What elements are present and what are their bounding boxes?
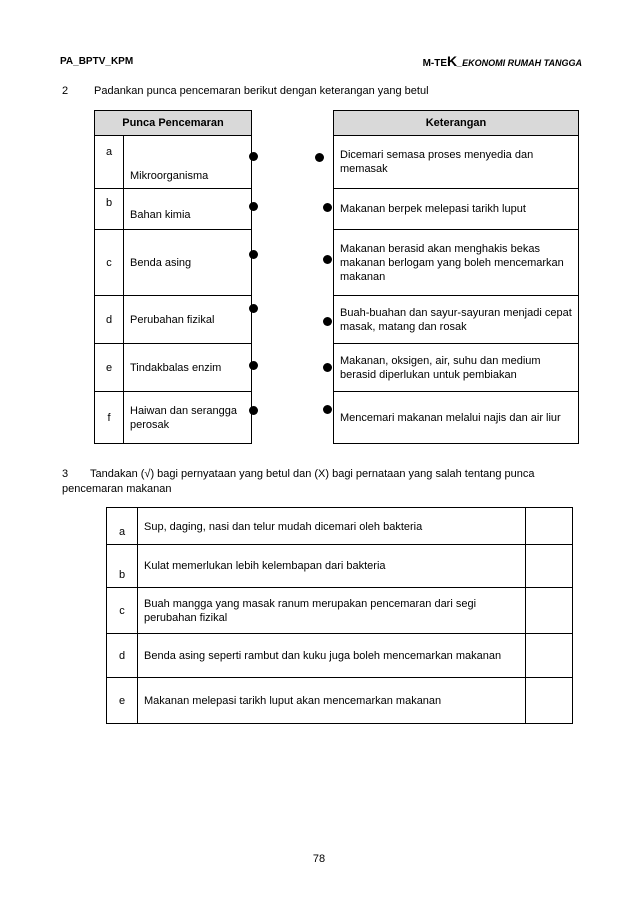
- right-match-table: [333, 110, 579, 444]
- right-row-text: Dicemari semasa proses menyedia dan memasak: [334, 136, 579, 189]
- tick-answer-box[interactable]: [526, 508, 573, 545]
- tick-row-text: Benda asing seperti rambut dan kuku juga boleh mencemarkan makanan: [138, 634, 526, 678]
- tick-row-text: Makanan melepasi tarikh luput akan mencemarkan makanan: [138, 678, 526, 724]
- match-dot-left-e[interactable]: [249, 361, 258, 370]
- right-column-header: Keterangan: [334, 111, 579, 136]
- question-2: [62, 84, 429, 99]
- tick-answer-box[interactable]: [526, 634, 573, 678]
- match-dot-right-2[interactable]: [323, 203, 332, 212]
- match-dot-right-4[interactable]: [323, 317, 332, 326]
- match-dot-left-a[interactable]: [249, 152, 258, 161]
- right-row-text: Mencemari makanan melalui najis dan air liur: [334, 392, 579, 444]
- tick-answer-box[interactable]: [526, 678, 573, 724]
- left-row-letter: b: [95, 189, 124, 230]
- header-right-big: K: [447, 53, 458, 69]
- tick-row-letter: c: [107, 588, 138, 634]
- tick-row-letter: e: [107, 678, 138, 724]
- left-row-letter: a: [95, 136, 124, 189]
- header-right-prefix: M-TE: [422, 58, 448, 69]
- match-dot-left-b[interactable]: [249, 202, 258, 211]
- match-dot-left-d[interactable]: [249, 304, 258, 313]
- left-match-table: [94, 110, 252, 444]
- right-row-text: Buah-buahan dan sayur-sayuran menjadi cepat masak, matang dan rosak: [334, 296, 579, 344]
- question-3: [62, 467, 582, 497]
- match-dot-right-1[interactable]: [315, 153, 324, 162]
- left-column-header: Punca Pencemaran: [95, 111, 252, 136]
- left-row-letter: d: [95, 296, 124, 344]
- question-3-text: Tandakan (√) bagi pernyataan yang betul dan (X) bagi pernataan yang salah tentang punca pencemaran makanan: [62, 468, 535, 495]
- left-row-letter: e: [95, 344, 124, 392]
- tick-row-text: Sup, daging, nasi dan telur mudah dicemari oleh bakteria: [138, 508, 526, 545]
- tick-row-letter: a: [107, 508, 138, 545]
- question-2-text: Padankan punca pencemaran berikut dengan keterangan yang betul: [94, 85, 429, 97]
- tick-table: [106, 507, 573, 724]
- tick-answer-box[interactable]: [526, 545, 573, 588]
- right-row-text: Makanan, oksigen, air, suhu dan medium berasid diperlukan untuk pembiakan: [334, 344, 579, 392]
- page-number: 78: [312, 853, 326, 865]
- right-row-text: Makanan berasid akan menghakis bekas makanan berlogam yang boleh mencemarkan makanan: [334, 230, 579, 296]
- match-dot-left-c[interactable]: [249, 250, 258, 259]
- question-2-number: 2: [62, 85, 69, 97]
- right-row-text: Makanan berpek melepasi tarikh luput: [334, 189, 579, 230]
- match-dot-left-f[interactable]: [249, 406, 258, 415]
- left-row-text: Tindakbalas enzim: [124, 344, 252, 392]
- header-left: PA_BPTV_KPM: [60, 56, 134, 67]
- tick-answer-box[interactable]: [526, 588, 573, 634]
- match-dot-right-3[interactable]: [323, 255, 332, 264]
- left-row-letter: f: [95, 392, 124, 444]
- tick-row-letter: b: [107, 545, 138, 588]
- tick-row-text: Kulat memerlukan lebih kelembapan dari bakteria: [138, 545, 526, 588]
- left-row-text: Benda asing: [124, 230, 252, 296]
- left-row-text: Haiwan dan serangga perosak: [124, 392, 252, 444]
- tick-row-letter: d: [107, 634, 138, 678]
- question-3-number: 3: [62, 468, 69, 480]
- left-row-text: Mikroorganisma: [124, 136, 252, 189]
- tick-row-text: Buah mangga yang masak ranum merupakan pencemaran dari segi perubahan fizikal: [138, 588, 526, 634]
- left-row-text: Perubahan fizikal: [124, 296, 252, 344]
- match-dot-right-5[interactable]: [323, 363, 332, 372]
- match-dot-right-6[interactable]: [323, 405, 332, 414]
- header-right-suffix: _EKONOMI RUMAH TANGGA: [457, 58, 582, 68]
- left-row-text: Bahan kimia: [124, 189, 252, 230]
- left-row-letter: c: [95, 230, 124, 296]
- header-right: [423, 53, 582, 69]
